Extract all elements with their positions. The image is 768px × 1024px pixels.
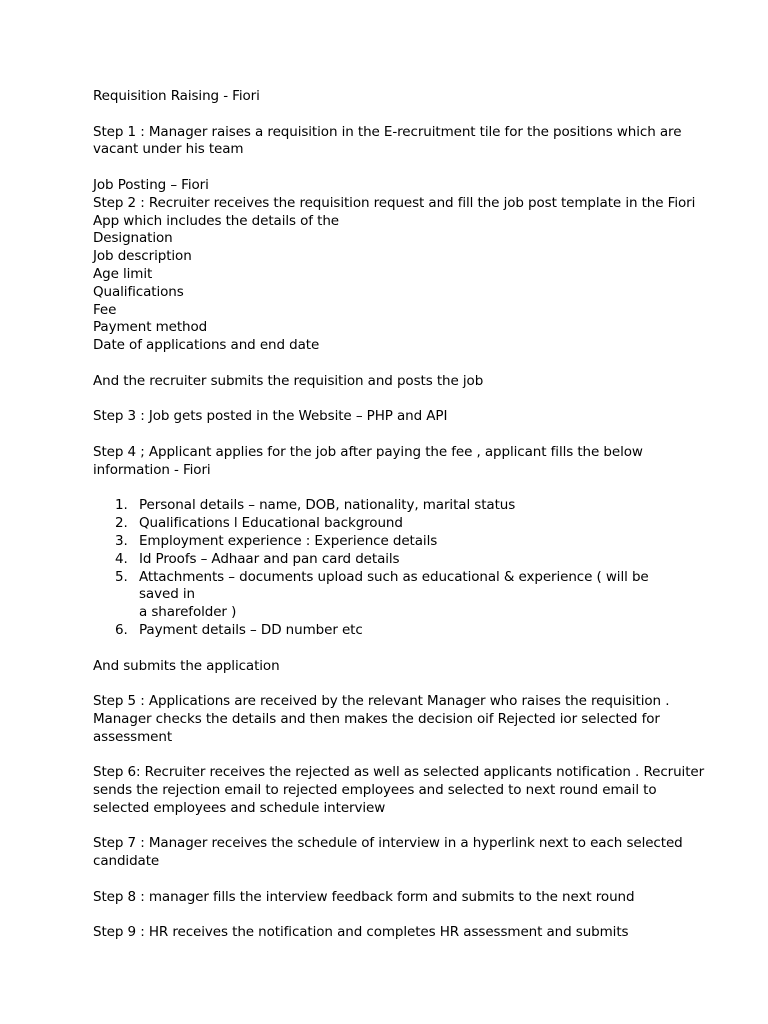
list-item [93, 497, 693, 515]
step-3-paragraph: Step 3 : Job gets posted in the Website – PHP and API [93, 408, 448, 425]
list-number: 3. [115, 532, 128, 549]
step-2-line: App which includes the details of the [93, 212, 339, 229]
spacer [93, 355, 693, 373]
job-posting-section [93, 176, 696, 355]
job-posting-heading: Job Posting – Fiori [93, 176, 209, 193]
detail-item: Designation [93, 230, 173, 247]
list-text: Employment experience : Experience details [139, 532, 438, 549]
detail-item: Date of applications and end date [93, 337, 320, 354]
step-7-paragraph: Step 7 : Manager receives the schedule of interview in a hyperlink next to each selected candidate [93, 835, 683, 870]
spacer [93, 480, 693, 498]
step-9-paragraph: Step 9 : HR receives the notification and completes HR assessment and submits [93, 924, 629, 941]
list-text: Payment details – DD number etc [139, 621, 363, 638]
step-2-line: Step 2 : Recruiter receives the requisition request and fill the job post template in the Fiori [93, 194, 696, 211]
list-text: Qualifications l Educational background [139, 515, 403, 532]
list-item [93, 551, 693, 569]
detail-item: Job description [93, 248, 192, 265]
spacer [93, 159, 693, 177]
list-item [93, 569, 693, 622]
spacer [93, 640, 693, 658]
list-item [93, 515, 693, 533]
submits-application-paragraph: And submits the application [93, 657, 280, 674]
step-5-paragraph: Step 5 : Applications are received by the relevant Manager who raises the requisition . Manager checks the details and then makes the decision oif Rejected ior selected for assessment [93, 693, 670, 745]
spacer [93, 426, 693, 444]
application-items-list [93, 497, 693, 639]
document-title: Requisition Raising - Fiori [93, 88, 260, 104]
spacer [93, 675, 693, 693]
detail-item: Qualifications [93, 283, 184, 300]
detail-item: Age limit [93, 265, 153, 282]
list-text: Personal details – name, DOB, nationality, marital status [139, 497, 516, 514]
list-item [93, 533, 693, 551]
spacer [93, 871, 693, 889]
document-page [93, 88, 705, 942]
step-8-paragraph: Step 8 : manager fills the interview feedback form and submits to the next round [93, 888, 635, 905]
list-text: a sharefolder ) [139, 604, 237, 621]
spacer [93, 746, 693, 764]
list-number: 1. [115, 497, 128, 514]
step-4-paragraph: Step 4 ; Applicant applies for the job after paying the fee , applicant fills the below information - Fiori [93, 443, 643, 478]
list-number: 5. [115, 568, 128, 585]
spacer [93, 907, 693, 925]
list-number: 2. [115, 515, 128, 532]
spacer [93, 818, 693, 836]
list-number: 4. [115, 550, 128, 567]
spacer [93, 391, 693, 409]
list-number: 6. [115, 621, 128, 638]
recruiter-submits-paragraph: And the recruiter submits the requisition and posts the job [93, 372, 484, 389]
detail-item: Payment method [93, 319, 208, 336]
detail-item: Fee [93, 301, 117, 318]
step-6-paragraph: Step 6: Recruiter receives the rejected as well as selected applicants notification . Recruiter sends the rejection email to rejected employees and selected to next round email to selected employees and schedule interview [93, 764, 705, 816]
spacer [93, 106, 693, 124]
list-item [93, 622, 693, 640]
list-text: Attachments – documents upload such as educational & experience ( will be saved in [139, 568, 649, 603]
step-1-paragraph: Step 1 : Manager raises a requisition in the E-recruitment tile for the positions which are vacant under his team [93, 123, 682, 158]
list-text: Id Proofs – Adhaar and pan card details [139, 550, 400, 567]
